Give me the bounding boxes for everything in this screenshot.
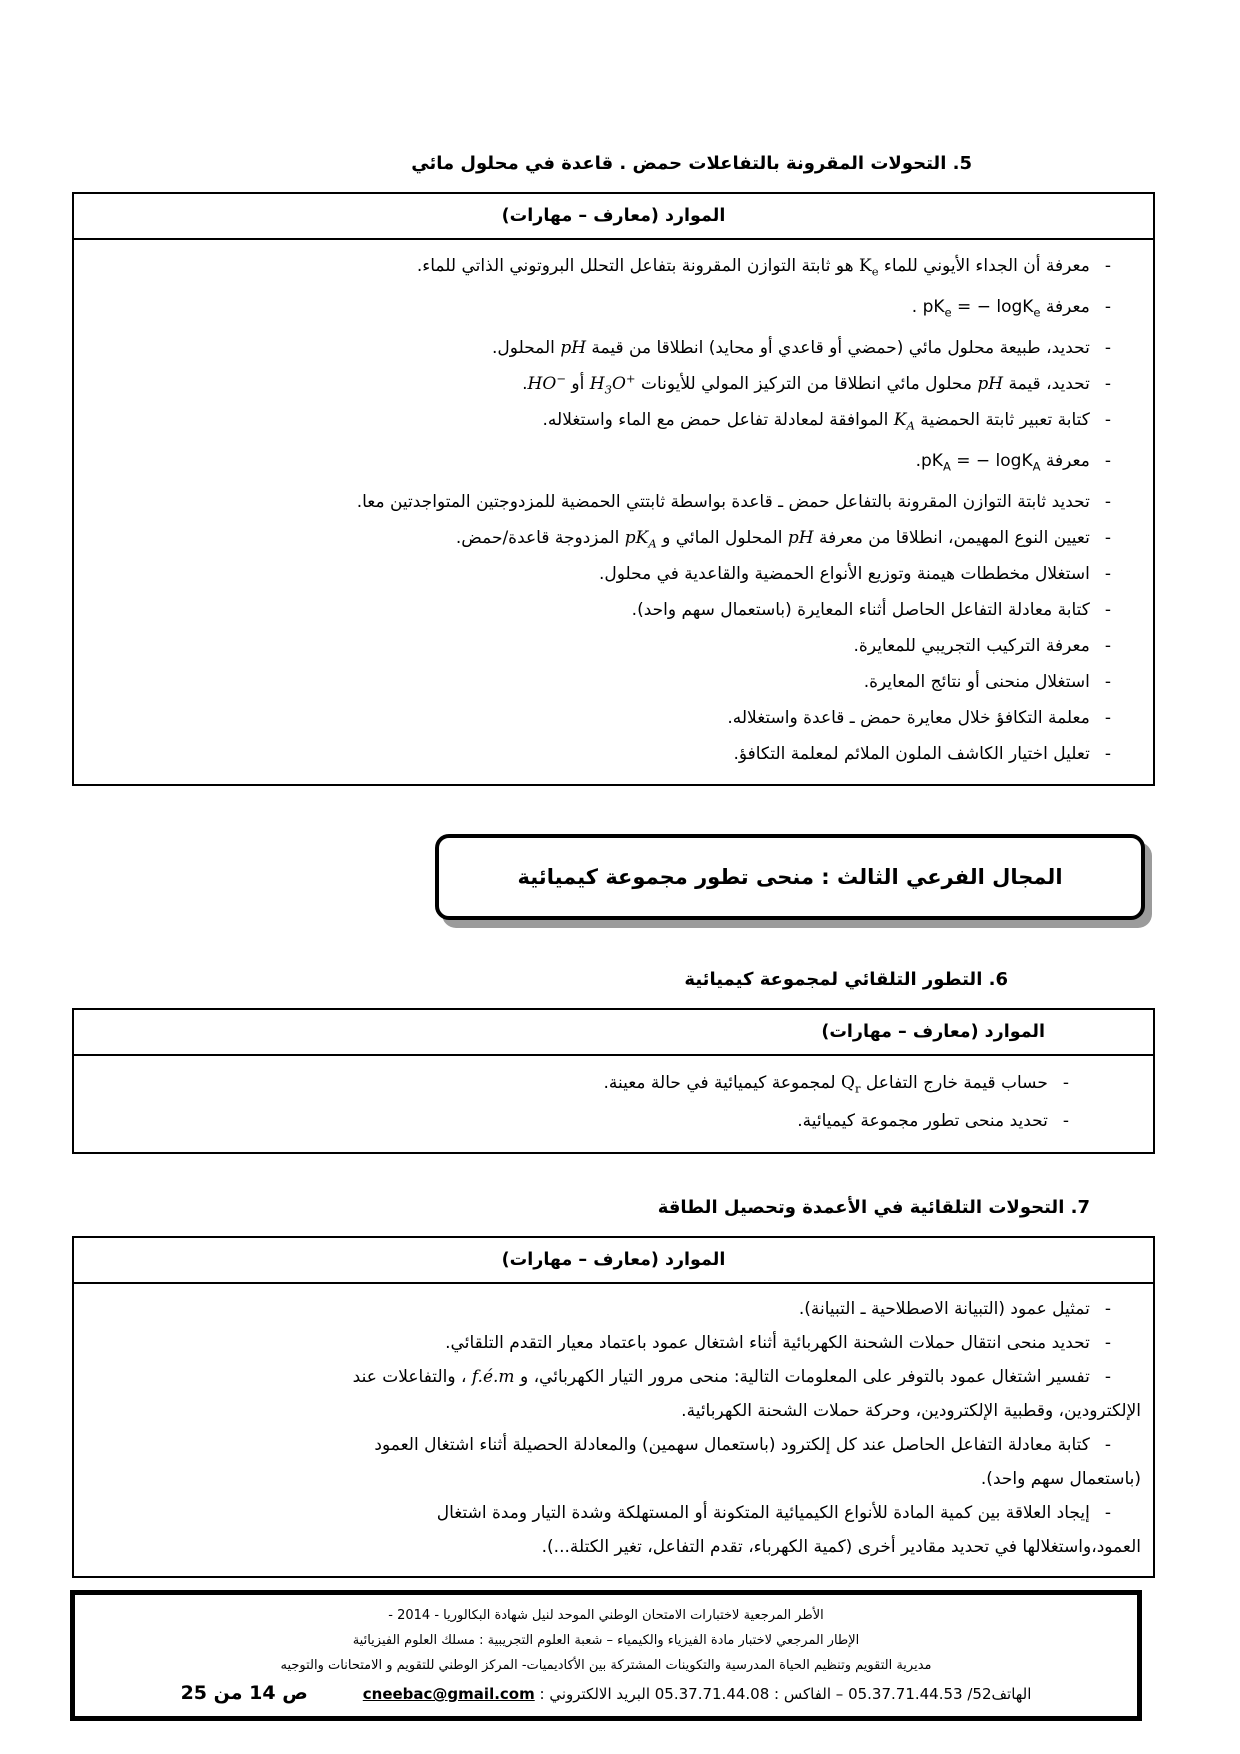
section-6-title: 6. التطور التلقائي لمجموعة كيميائية: [684, 969, 1008, 990]
resource-item: -تعليل اختيار الكاشف الملون الملائم لمعلمة التكافؤ.: [733, 744, 1111, 764]
resource-item: -تحديد، طبيعة محلول مائي (حمضي أو قاعدي أو محايد) انطلاقا من قيمة pH المحلول.: [492, 338, 1111, 358]
section-5-title: 5. التحولات المقرونة بالتفاعلات حمض . قاعدة في محلول مائي: [411, 153, 972, 174]
bullet-dash: -: [1104, 1367, 1111, 1387]
math-expression: $K_e$: [858, 256, 879, 279]
resource-item: -حساب قيمة خارج التفاعل $Q_r$ لمجموعة كيميائية في حالة معينة.: [603, 1073, 1069, 1096]
bullet-dash: -: [1062, 1111, 1069, 1131]
math-expression: f.é.m: [471, 1367, 515, 1387]
resources-table-5: [72, 192, 1155, 786]
resource-item: -معرفة التركيب التجريبي للمعايرة.: [853, 636, 1111, 656]
bullet-dash: -: [1104, 708, 1111, 728]
resource-item: -معرفة $pK_e$ = − logK$_e$ .: [911, 297, 1111, 320]
footer-box: [70, 1590, 1142, 1721]
footer-contact-line: [87, 1682, 1125, 1704]
resource-item: -تحديد ثابتة التوازن المقرونة بالتفاعل حمض ـ قاعدة بواسطة ثابتتي الحمضية للمزدوجتين المتواجدتين معا.: [356, 492, 1111, 512]
resource-item: -تحديد، قيمة pH محلول مائي انطلاقا من التركيز المولي للأيونات $H_3O^+$ أو HO−.: [522, 371, 1111, 397]
bullet-dash: -: [1104, 636, 1111, 656]
resource-item: -استغلال منحنى أو نتائج المعايرة.: [863, 672, 1111, 692]
table-7-header: الموارد (معارف – مهارات): [74, 1238, 1153, 1284]
bullet-dash: -: [1104, 672, 1111, 692]
footer-line-1: الأطر المرجعية لاختبارات الامتحان الوطني الموحد لنيل شهادة البكالوريا - 2014 -: [388, 1608, 824, 1623]
math-expression: $pK_A$ = − logK$_A$: [920, 451, 1041, 474]
bullet-dash: -: [1104, 1299, 1111, 1319]
resource-item: -تحديد منحى انتقال حملات الشحنة الكهربائية أثناء اشتغال عمود باعتماد معيار التقدم التلقائي.: [445, 1333, 1111, 1353]
subdomain-box-title: المجال الفرعي الثالث : منحى تطور مجموعة كيميائية: [517, 865, 1063, 889]
resource-item: -إيجاد العلاقة بين كمية المادة للأنواع الكيميائية المتكونة أو المستهلكة وشدة التيار ومدة اشتغال العمود،واستغلالها في تحديد مقادير أخرى (كمية الكهرباء، تقدم التفاعل، تغير الكتلة...).: [436, 1503, 1141, 1557]
resource-item: -كتابة معادلة التفاعل الحاصل أثناء المعايرة (باستعمال سهم واحد).: [631, 600, 1111, 620]
page-number: ص 14 من 25: [180, 1682, 308, 1704]
resource-item: -تمثيل عمود (التبيانة الاصطلاحية ـ التبيانة).: [798, 1299, 1111, 1319]
bullet-dash: -: [1104, 451, 1111, 471]
bullet-dash: -: [1104, 1435, 1111, 1455]
table-6-header: الموارد (معارف – مهارات): [74, 1010, 1153, 1056]
resources-table-6: [72, 1008, 1155, 1154]
bullet-dash: -: [1104, 374, 1111, 394]
footer-line-3: مديرية التقويم وتنظيم الحياة المدرسية والتكوينات المشتركة بين الأكاديميات- المركز الوطني للتقويم و الامتحانات والتوجيه: [280, 1658, 932, 1673]
footer-line-2: الإطار المرجعي لاختبار مادة الفيزياء والكيمياء – شعبة العلوم التجريبية : مسلك العلوم الفيزيائية: [352, 1633, 860, 1648]
bullet-dash: -: [1104, 744, 1111, 764]
math-expression: pH: [560, 338, 587, 358]
math-expression: $H_3O^+$: [589, 371, 636, 397]
bullet-dash: -: [1104, 256, 1111, 276]
bullet-dash: -: [1104, 492, 1111, 512]
bullet-dash: -: [1104, 564, 1111, 584]
bullet-dash: -: [1104, 1333, 1111, 1353]
table-6-body: [74, 1056, 1153, 1152]
resource-item: -كتابة تعبير ثابتة الحمضية $K_A$ الموافقة لمعادلة تفاعل حمض مع الماء واستغلاله.: [542, 410, 1111, 433]
bullet-dash: -: [1104, 600, 1111, 620]
bullet-dash: -: [1104, 338, 1111, 358]
table-7-body: [74, 1284, 1153, 1576]
resources-table-7: [72, 1236, 1155, 1578]
math-expression: pH: [787, 528, 814, 548]
bullet-dash: -: [1104, 297, 1111, 317]
table-5-body: [74, 240, 1153, 784]
resource-item: -كتابة معادلة التفاعل الحاصل عند كل إلكترود (باستعمال سهمين) والمعادلة الحصيلة أثناء اشتغال العمود (باستعمال سهم واحد).: [374, 1435, 1141, 1489]
resource-item: -تحديد منحى تطور مجموعة كيميائية.: [797, 1111, 1069, 1131]
resource-item: -معرفة أن الجداء الأيوني للماء $K_e$ هو ثابتة التوازن المقرونة بتفاعل التحلل البروتوني الذاتي للماء.: [416, 256, 1111, 279]
table-5-header: الموارد (معارف – مهارات): [74, 194, 1153, 240]
resource-item: -تعيين النوع المهيمن، انطلاقا من معرفة pH المحلول المائي و $pK_A$ المزدوجة قاعدة/حمض.: [455, 528, 1111, 551]
section-7-title: 7. التحولات التلقائية في الأعمدة وتحصيل الطاقة: [657, 1197, 1090, 1218]
math-expression: $K_A$: [893, 410, 915, 433]
math-expression: $pK_A$: [624, 528, 657, 551]
footer-contact: الهاتف52/ 05.37.71.44.53 – الفاكس : 05.37.71.44.08 البريد الالكتروني : cneebac@gmail.com: [362, 1685, 1032, 1703]
resource-item: -تفسير اشتغال عمود بالتوفر على المعلومات التالية: منحى مرور التيار الكهربائي، و f.é.m ، والتفاعلات عند الإلكترودين، وقطبية الإلكترودين، وحركة حملات الشحنة الكهربائية.: [352, 1367, 1141, 1421]
resource-item: -استغلال مخططات هيمنة وتوزيع الأنواع الحمضية والقاعدية في محلول.: [598, 564, 1111, 584]
subdomain-box: [435, 834, 1145, 920]
bullet-dash: -: [1104, 1503, 1111, 1523]
email-link[interactable]: cneebac@gmail.com: [362, 1685, 535, 1703]
resource-item: -معلمة التكافؤ خلال معايرة حمض ـ قاعدة واستغلاله.: [727, 708, 1111, 728]
math-expression: pH: [977, 374, 1004, 394]
bullet-dash: -: [1104, 528, 1111, 548]
math-expression: $pK_e$ = − logK$_e$: [922, 297, 1041, 320]
math-expression: HO−: [527, 371, 566, 394]
bullet-dash: -: [1062, 1073, 1069, 1093]
math-expression: $Q_r$: [841, 1073, 861, 1096]
resource-item: -معرفة $pK_A$ = − logK$_A$.: [915, 451, 1111, 474]
bullet-dash: -: [1104, 410, 1111, 430]
